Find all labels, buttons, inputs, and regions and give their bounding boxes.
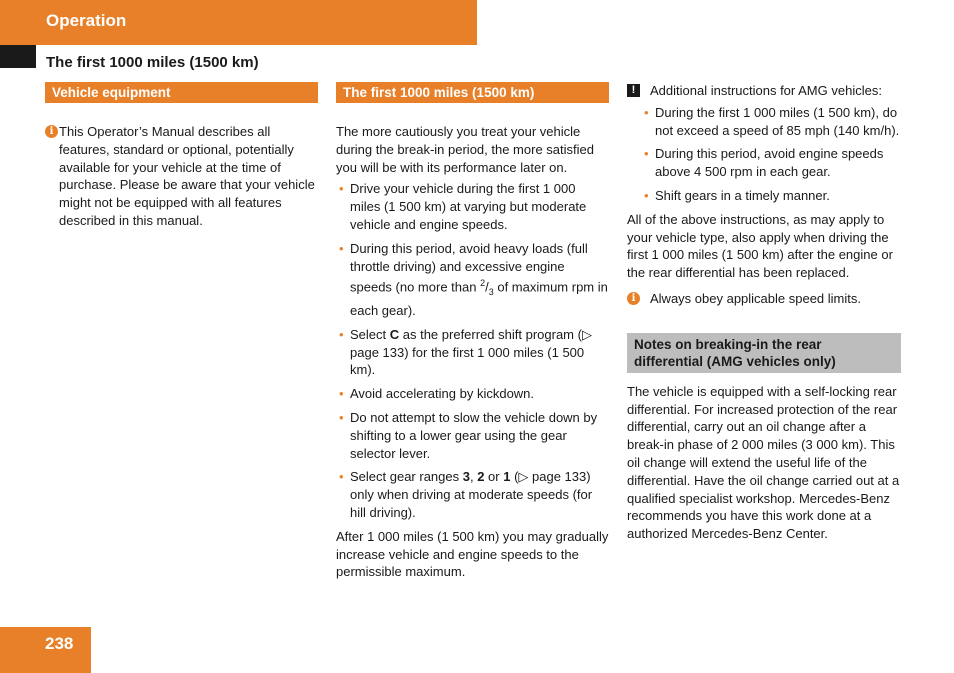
applies-paragraph: All of the above instructions, as may apply to your vehicle type, also apply when driving the first 1 000 miles (1 500 km) after the engine or the rear differential has been replaced. xyxy=(627,211,893,281)
page-number: 238 xyxy=(45,634,74,653)
column-1 xyxy=(45,82,318,230)
bullet-icon: • xyxy=(339,240,344,256)
heading-rear-differential: Notes on breaking-in the rear differential (AMG vehicles only) xyxy=(627,333,901,373)
break-in-list xyxy=(336,180,609,521)
fraction-denominator: 3 xyxy=(488,287,494,298)
info-text: This Operator’s Manual describes all features, standard or optional, potentially available for your vehicle at the time of purchase. Please be aware that your vehicle might not be equipped with all features described in this manual. xyxy=(59,124,315,228)
list-item: • During the first 1 000 miles (1 500 km), do not exceed a speed of 85 mph (140 km/h). xyxy=(644,104,900,138)
fraction-numerator: 2 xyxy=(480,278,486,289)
list-item: • Drive your vehicle during the first 1 000 miles (1 500 km) at varying but moderate vehicle and engine speeds. xyxy=(339,181,587,232)
warning-title: Additional instructions for AMG vehicles: xyxy=(650,83,882,98)
list-item: • Select C as the preferred shift program (▷ page 133) for the first 1 000 miles (1 500 km). xyxy=(339,326,592,378)
list-item: • During this period, avoid heavy loads (full throttle driving) and excessive engine speeds (no more than $^2/_3$ of maximum rpm in each gear). xyxy=(339,240,608,319)
info-note xyxy=(627,290,901,308)
info-icon: i xyxy=(45,125,58,138)
list-item: • Shift gears in a timely manner. xyxy=(644,187,830,203)
shift-program-c: C xyxy=(389,326,400,342)
bullet-icon: • xyxy=(644,104,649,120)
info-text: Always obey applicable speed limits. xyxy=(650,290,861,306)
warning-note xyxy=(627,82,901,100)
intro-paragraph: The more cautiously you treat your vehicle during the break-in period, the more satisfied you will be with its performance later on. xyxy=(336,124,594,175)
section-title: Operation xyxy=(46,11,127,30)
bullet-icon: • xyxy=(644,187,649,203)
warning-icon: ! xyxy=(627,84,640,97)
info-icon: i xyxy=(627,292,640,305)
bullet-icon: • xyxy=(339,410,344,426)
column-3 xyxy=(627,82,901,547)
bullet-icon: • xyxy=(644,146,649,162)
bullet-icon: • xyxy=(339,386,344,402)
bullet-icon: • xyxy=(339,181,344,197)
info-note xyxy=(45,123,318,230)
column-2 xyxy=(336,82,609,585)
heading-first-1000-miles: The first 1000 miles (1500 km) xyxy=(336,82,609,103)
heading-vehicle-equipment: Vehicle equipment xyxy=(45,82,318,103)
differential-paragraph: The vehicle is equipped with a self-locking rear differential. For increased protection of the rear differential, carry out an oil change after a break-in phase of 2 000 miles (3 000 km). This oil change will extend the useful life of the differential. Have the oil change carried out at a qualified specialist workshop. Mercedes-Benz recommends you have this work done at a authorized Mercedes-Benz Center. xyxy=(627,383,900,542)
amg-list xyxy=(641,104,901,205)
list-item: • Do not attempt to slow the vehicle down by shifting to a lower gear using the gear selector lever. xyxy=(339,410,598,461)
list-item: • Select gear ranges 3, 2 or 1 (▷ page 133) only when driving at moderate speeds (for hill driving). xyxy=(339,469,593,521)
bullet-icon: • xyxy=(339,326,344,342)
bullet-icon: • xyxy=(339,469,344,485)
chapter-tab-marker xyxy=(0,45,36,68)
list-item: • During this period, avoid engine speeds above 4 500 rpm in each gear. xyxy=(644,146,884,180)
outro-paragraph: After 1 000 miles (1 500 km) you may gradually increase vehicle and engine speeds to the permissible maximum. xyxy=(336,528,609,580)
page-subtitle: The first 1000 miles (1500 km) xyxy=(46,54,259,71)
list-item: • Avoid accelerating by kickdown. xyxy=(339,386,535,402)
